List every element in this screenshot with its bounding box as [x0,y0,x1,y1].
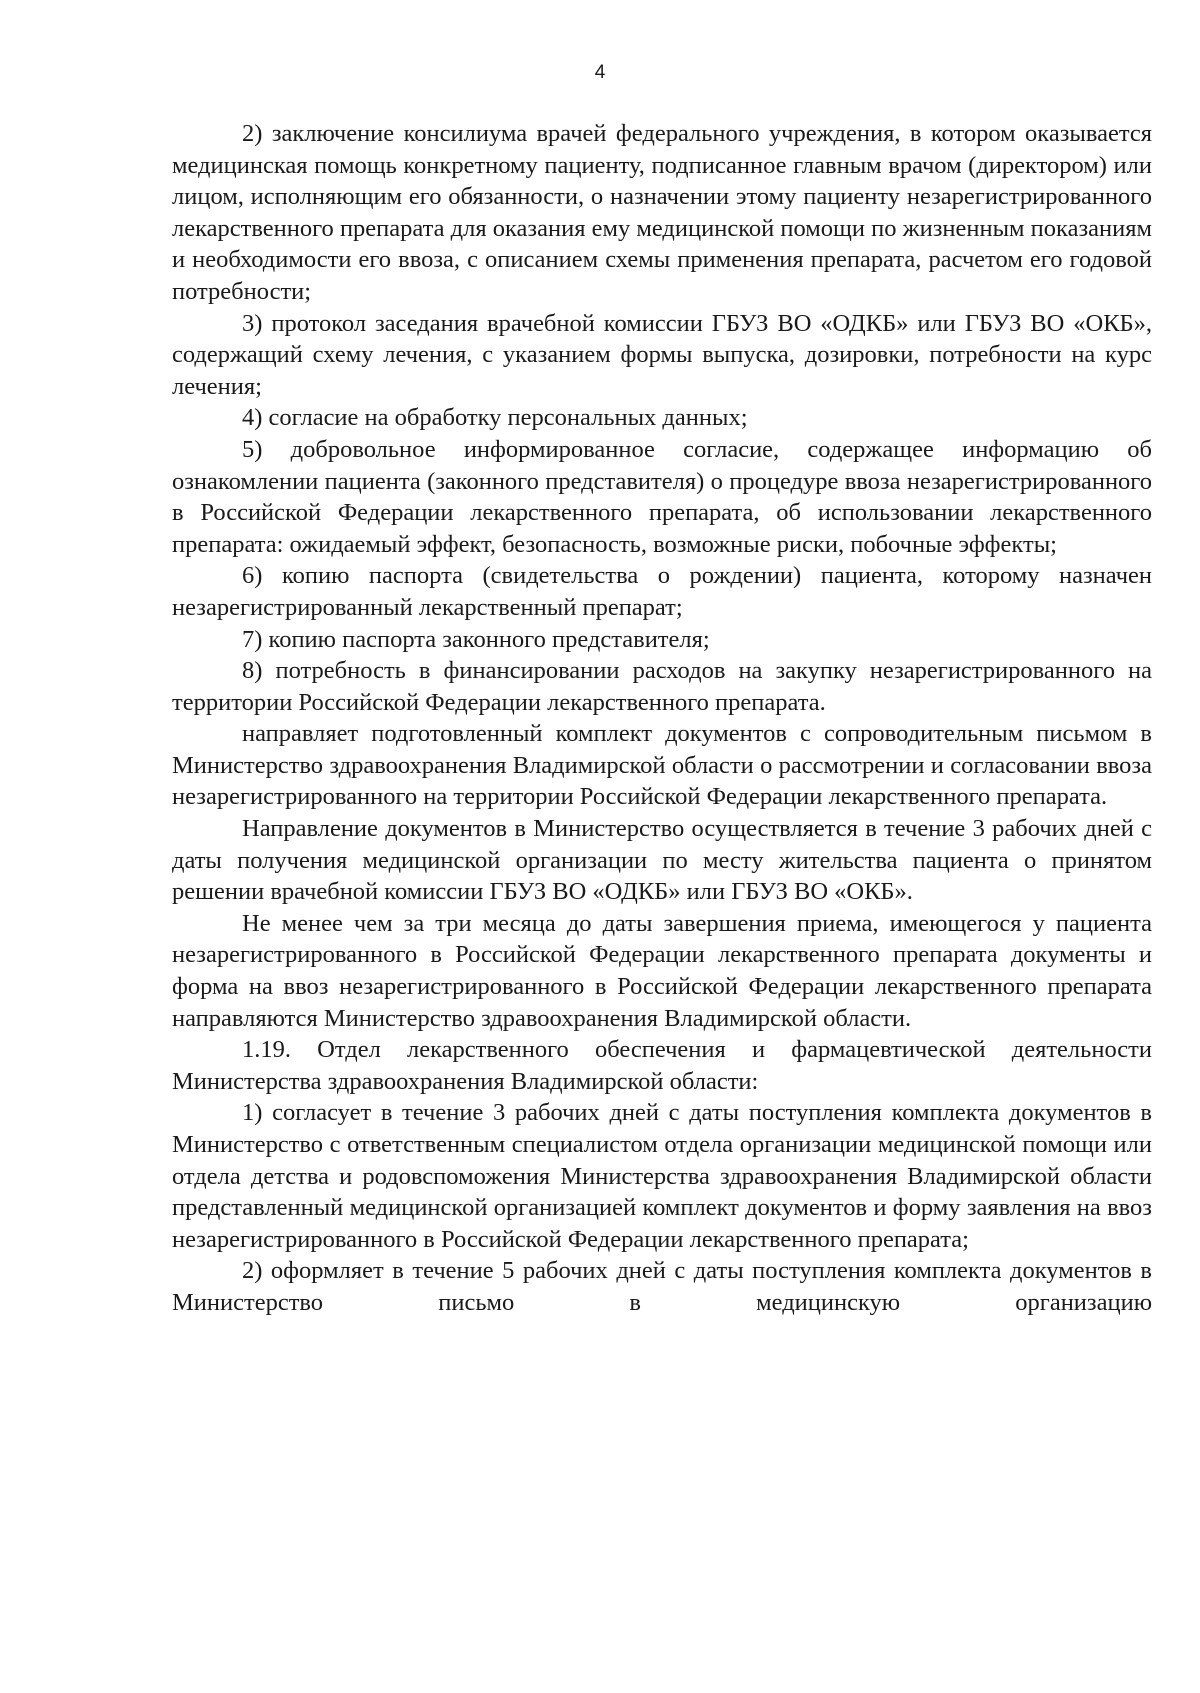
paragraph-item-7-representative-passport: 7) копию паспорта законного представителя; [242,625,710,653]
paragraph-sends-documents: направляет подготовленный комплект документов с сопроводительным письмом в Министерство здравоохранения Владимирской области о рассмотрении и согласовании ввоза незарегистрированного на территории Российской Федерации лекарственного препарата. [172,720,1152,811]
paragraph-item-8-financing-need: 8) потребность в финансировании расходов на закупку незарегистрированного на территории Российской Федерации лекарственного препарата. [172,657,1152,716]
paragraph-section-1-19: 1.19. Отдел лекарственного обеспечения и фармацевтической деятельности Министерства здравоохранения Владимирской области: [172,1036,1152,1095]
paragraph-item-6-passport-copy: 6) копию паспорта (свидетельства о рождении) пациента, которому назначен незарегистрированный лекарственный препарат; [172,562,1152,621]
paragraph-documents-deadline: Направление документов в Министерство осуществляется в течение 3 рабочих дней с даты получения медицинской организации по месту жительства пациента о принятом решении врачебной комиссии ГБУЗ ВО «ОДКБ» или ГБУЗ ВО «ОКБ». [172,815,1152,906]
paragraph-item-3-commission-protocol: 3) протокол заседания врачебной комиссии ГБУЗ ВО «ОДКБ» или ГБУЗ ВО «ОКБ», содержащий схему лечения, с указанием формы выпуска, дозировки, потребности на курс лечения; [172,309,1152,400]
paragraph-three-months-notice: Не менее чем за три месяца до даты завершения приема, имеющегося у пациента незарегистрированного в Российской Федерации лекарственного препарата документы и форма на ввоз незарегистрированного в Российской Федерации лекарственного препарата направляются Министерство здравоохранения Владимирской области. [172,909,1152,1032]
paragraph-agrees-documents: 1) согласует в течение 3 рабочих дней с даты поступления комплекта документов в Министерство с ответственным специалистом отдела организации медицинской помощи или отдела детства и родовспоможения Министерства здравоохранения Владимирской области представленный медицинской организацией комплект документов и форму заявления на ввоз незарегистрированного в Российской Федерации лекарственного препарата; [172,1099,1152,1253]
page-number: 4 [594,62,606,83]
paragraph-item-4-data-consent: 4) согласие на обработку персональных данных; [242,404,748,432]
paragraph-issues-letter: 2) оформляет в течение 5 рабочих дней с даты поступления комплекта документов в Министерство письмо в медицинскую организацию [172,1257,1152,1316]
document-body [172,118,1152,1319]
paragraph-item-2-council-conclusion: 2) заключение консилиума врачей федерального учреждения, в котором оказывается медицинская помощь конкретному пациенту, подписанное главным врачом (директором) или лицом, исполняющим его обязанности, о назначении этому пациенту незарегистрированного лекарственного препарата для оказания ему медицинской помощи по жизненным показаниям и необходимости его ввоза, с описанием схемы применения препарата, расчетом его годовой потребности; [172,120,1152,305]
paragraph-item-5-informed-consent: 5) добровольное информированное согласие, содержащее информацию об ознакомлении пациента (законного представителя) о процедуре ввоза незарегистрированного в Российской Федерации лекарственного препарата, об использовании лекарственного препарата: ожидаемый эффект, безопасность, возможные риски, побочные эффекты; [172,435,1152,558]
